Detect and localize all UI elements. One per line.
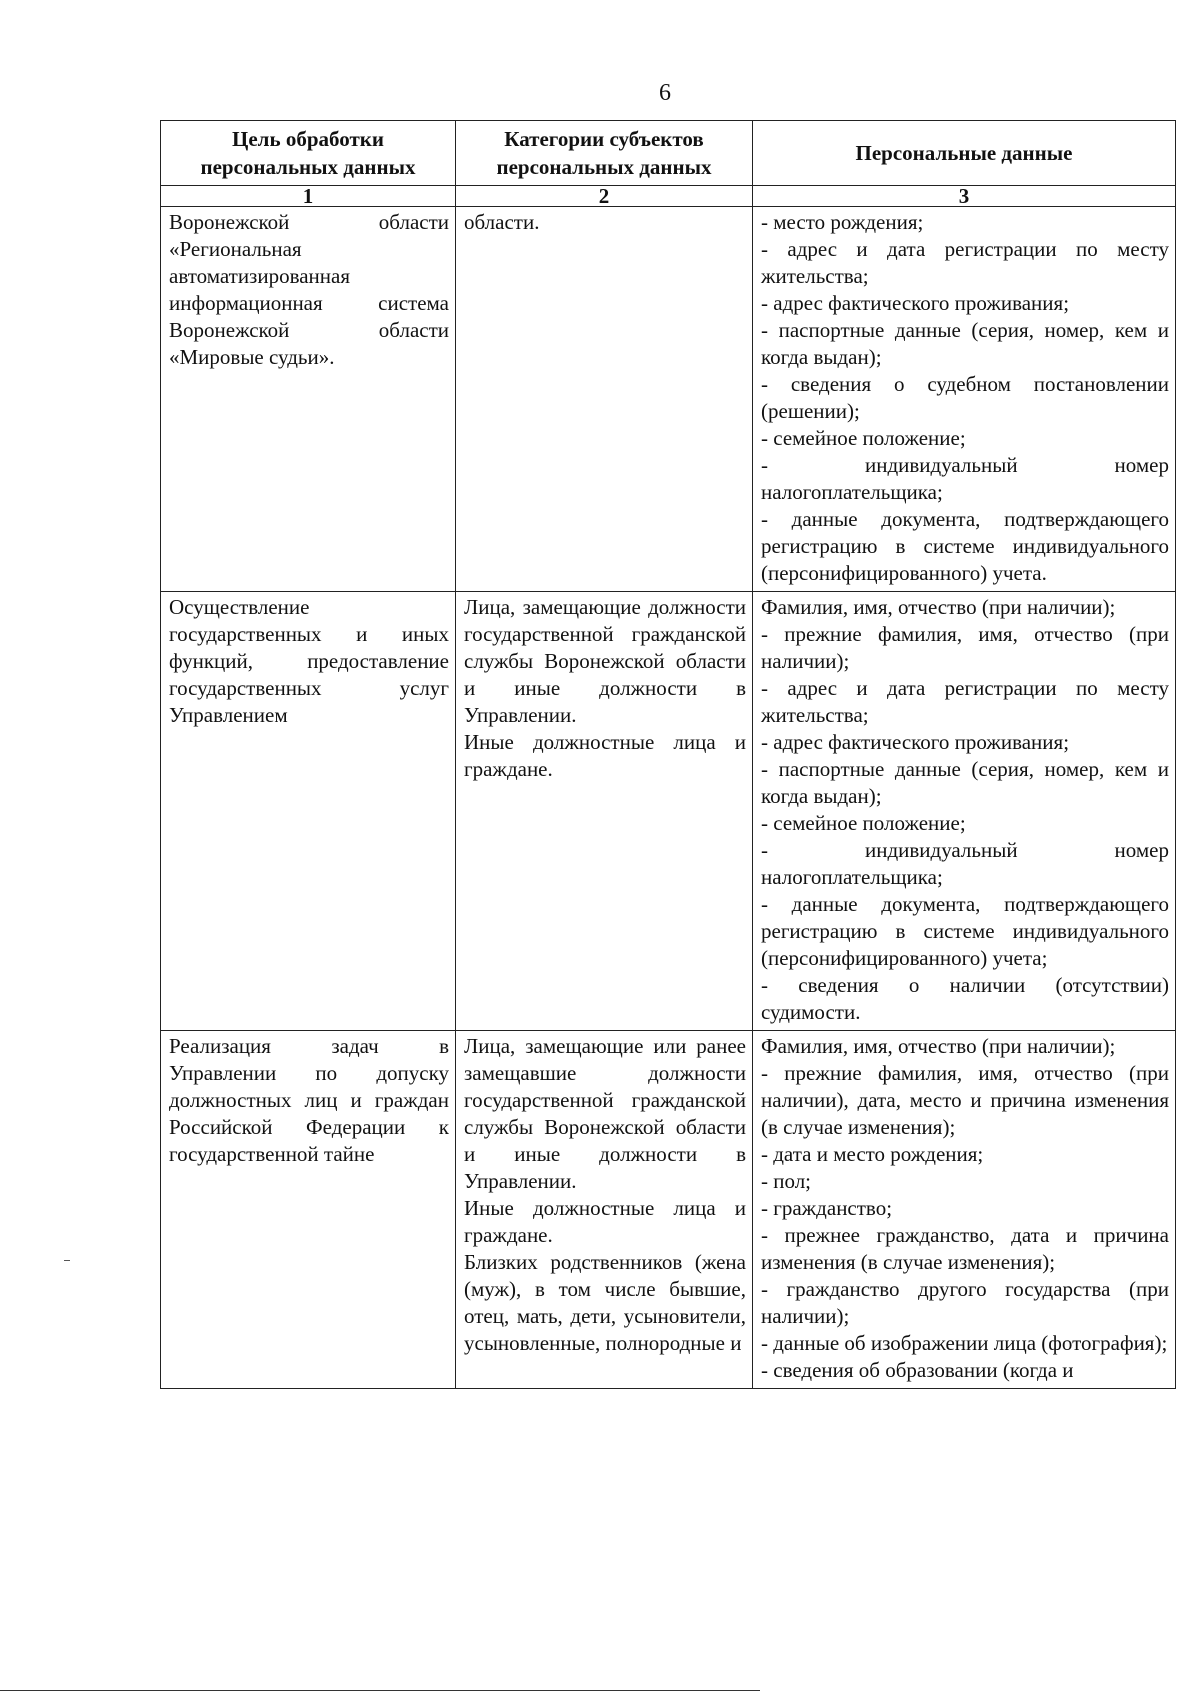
purpose-cell [161, 592, 456, 1031]
header-row [161, 121, 1176, 186]
purpose-text: Реализация задач в Управлении по допуску должностных лиц и граждан Российской Федерации к государственной тайне [169, 1034, 449, 1166]
data-item: - прежнее гражданство, дата и причина изменения (в случае изменения); [761, 1223, 1169, 1274]
header-personal-data: Персональные данные [753, 121, 1176, 186]
scan-mark [64, 1260, 70, 1261]
data-item: - адрес фактического проживания; [761, 730, 1070, 754]
page-number: 6 [659, 80, 671, 106]
data-item: - прежние фамилия, имя, отчество (при наличии), дата, место и причина изменения (в случае изменения); [761, 1061, 1169, 1139]
bottom-rule [0, 1690, 760, 1691]
data-item: - сведения об образовании (когда и [761, 1358, 1074, 1382]
header-purpose: Цель обработки персональных данных [161, 121, 456, 186]
purpose-cell [161, 1031, 456, 1389]
personal-data-cell [753, 207, 1176, 592]
column-number: 2 [456, 186, 753, 207]
data-item: - сведения о судебном постановлении (решении); [761, 372, 1169, 423]
data-item: - адрес и дата регистрации по месту жительства; [761, 237, 1169, 288]
data-item: - семейное положение; [761, 426, 966, 450]
data-item: - индивидуальный номер налогоплательщика; [761, 453, 1169, 504]
subjects-text: Лица, замещающие или ранее замещавшие должности государственной гражданской службы Воронежской области и иные должности в Управлении. [464, 1034, 746, 1193]
column-number: 3 [753, 186, 1176, 207]
data-item: - данные документа, подтверждающего регистрацию в системе индивидуального (персонифицированного) учета; [761, 892, 1169, 970]
subjects-text: Иные должностные лица и граждане. [464, 730, 746, 781]
subjects-text: области. [464, 210, 540, 234]
subjects-text: Иные должностные лица и граждане. [464, 1196, 746, 1247]
purpose-text: Воронежской области «Региональная автоматизированная информационная система Воронежской области «Мировые судьи». [169, 210, 449, 369]
subjects-cell [456, 1031, 753, 1389]
subjects-text: Близких родственников (жена (муж), в том числе бывшие, отец, мать, дети, усыновители, усыновленные, полнородные и [464, 1250, 746, 1355]
data-item: - индивидуальный номер налогоплательщика; [761, 838, 1169, 889]
data-item: - прежние фамилия, имя, отчество (при наличии); [761, 622, 1169, 673]
data-item: - дата и место рождения; [761, 1142, 984, 1166]
data-item: - место рождения; [761, 210, 924, 234]
data-item: - пол; [761, 1169, 812, 1193]
data-item: - семейное положение; [761, 811, 966, 835]
subjects-cell [456, 207, 753, 592]
data-item: - сведения о наличии (отсутствии) судимости. [761, 973, 1169, 1024]
table-row [161, 592, 1176, 1031]
purpose-cell [161, 207, 456, 592]
table-row [161, 1031, 1176, 1389]
data-item: - гражданство другого государства (при наличии); [761, 1277, 1169, 1328]
personal-data-table [160, 120, 1176, 1389]
data-item: - паспортные данные (серия, номер, кем и когда выдан); [761, 757, 1169, 808]
data-item: Фамилия, имя, отчество (при наличии); [761, 1034, 1116, 1058]
subjects-text: Лица, замещающие должности государственной гражданской службы Воронежской области и иные должности в Управлении. [464, 595, 746, 727]
subjects-cell [456, 592, 753, 1031]
data-item: - гражданство; [761, 1196, 893, 1220]
data-item: Фамилия, имя, отчество (при наличии); [761, 595, 1116, 619]
personal-data-cell [753, 1031, 1176, 1389]
column-number: 1 [161, 186, 456, 207]
personal-data-cell [753, 592, 1176, 1031]
column-number-row [161, 186, 1176, 207]
purpose-text: Осуществление государственных и иных функций, предоставление государственных услуг Управлением [169, 595, 449, 727]
data-item: - адрес фактического проживания; [761, 291, 1070, 315]
data-item: - данные документа, подтверждающего регистрацию в системе индивидуального (персонифицированного) учета. [761, 507, 1169, 585]
data-item: - данные об изображении лица (фотография); [761, 1331, 1168, 1355]
data-item: - адрес и дата регистрации по месту жительства; [761, 676, 1169, 727]
data-item: - паспортные данные (серия, номер, кем и когда выдан); [761, 318, 1169, 369]
table-row [161, 207, 1176, 592]
header-subjects: Категории субъектов персональных данных [456, 121, 753, 186]
